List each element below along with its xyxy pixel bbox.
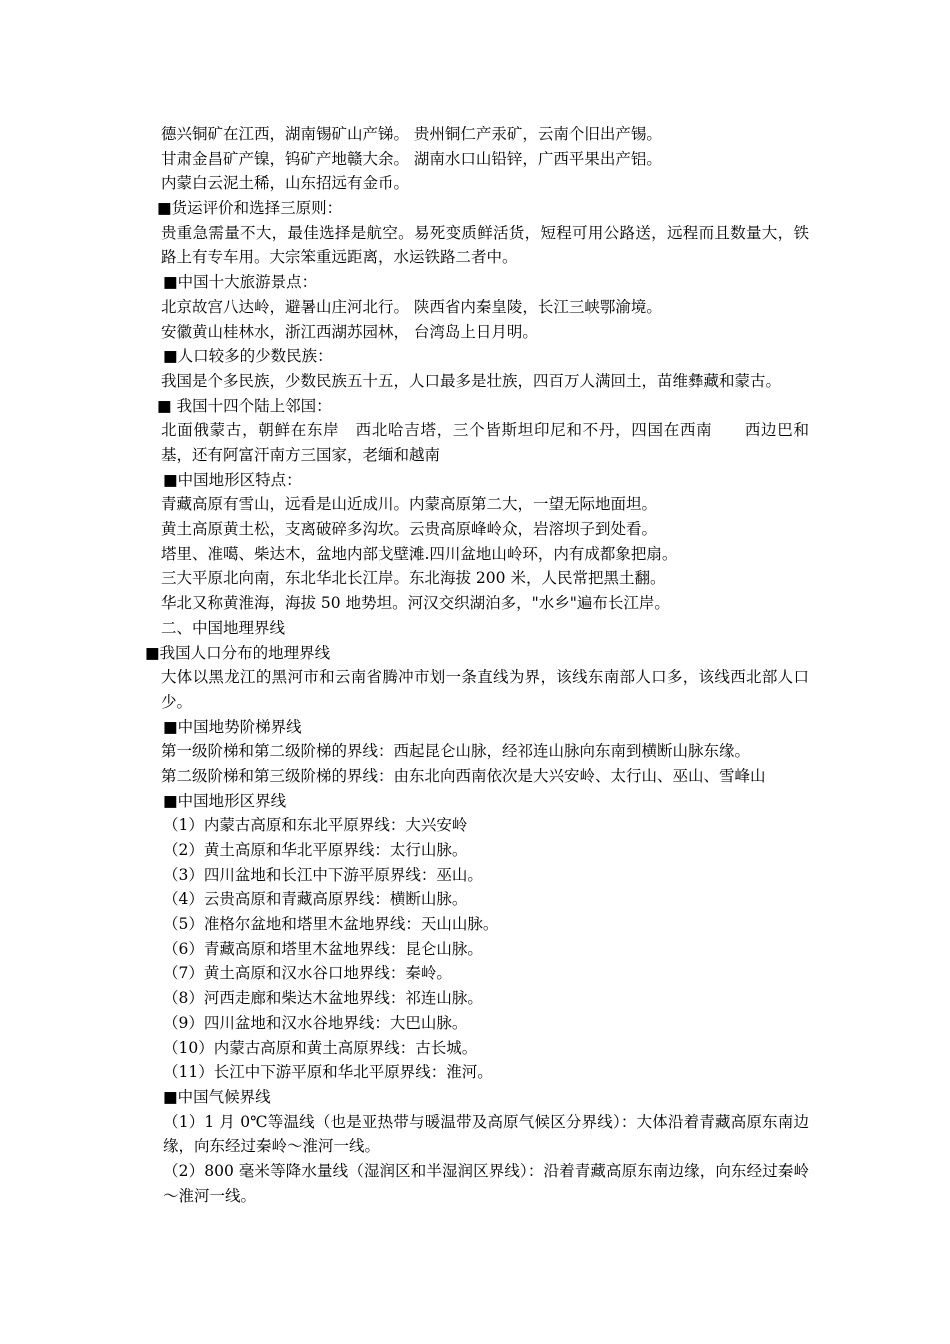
text-line: （2）黄土高原和华北平原界线：太行山脉。: [163, 841, 468, 860]
text-line: 第二级阶梯和第三级阶梯的界线：由东北向西南依次是大兴安岭、太行山、巫山、雪峰山: [161, 766, 766, 785]
text-line: ■中国十大旅游景点：: [163, 273, 318, 292]
text-line: （11）长江中下游平原和华北平原界线：淮河。: [163, 1063, 493, 1082]
text-line: 北京故宫八达岭，避暑山庄河北行。 陕西省内秦皇陵，长江三峡鄂渝境。: [161, 297, 662, 316]
text-line: ■我国人口分布的地理界线: [145, 643, 331, 662]
text-line: （5）准格尔盆地和塔里木盆地界线：天山山脉。: [163, 915, 499, 934]
text-line: 安徽黄山桂林水，浙江西湖苏园林， 台湾岛上日月明。: [161, 322, 538, 341]
text-line: 德兴铜矿在江西，湖南锡矿山产锑。 贵州铜仁产汞矿，云南个旧出产锡。: [161, 125, 662, 143]
text-line: 大体以黑龙江的黑河市和云南省腾冲市划一条直线为界，该线东南部人口多，该线西北部人口少。: [161, 668, 809, 711]
text-line: 贵重急需量不大，最佳选择是航空。易死变质鲜活货，短程可用公路送，远程而且数量大，铁路上有专车用。大宗笨重远距离，水运铁路二者中。: [161, 223, 809, 267]
text-line: （10）内蒙古高原和黄土高原界线：古长城。: [163, 1038, 478, 1057]
text-line: （6）青藏高原和塔里木盆地界线：昆仑山脉。: [163, 939, 483, 958]
text-line: ■中国地势阶梯界线: [163, 717, 302, 736]
text-line: 三大平原北向南，东北华北长江岸。东北海拔 200 米，人民常把黑土翻。: [161, 569, 666, 588]
text-line: ■ 我国十四个陆上邻国：: [157, 396, 332, 415]
text-line: ■中国地形区界线: [163, 791, 287, 810]
text-line: ■货运评价和选择三原则：: [157, 199, 343, 218]
text-line: 青藏高原有雪山，远看是山近成川。内蒙高原第二大，一望无际地面坦。: [161, 495, 658, 514]
text-line: ■中国气候界线: [163, 1087, 271, 1106]
text-line: 黄土高原黄土松，支离破碎多沟坎。云贵高原峰岭众，岩溶坝子到处看。: [161, 520, 658, 539]
text-line: 第一级阶梯和第二级阶梯的界线：西起昆仑山脉，经祁连山脉向东南到横断山脉东缘。: [161, 742, 751, 761]
text-line: 塔里、准噶、柴达木，盆地内部戈壁滩.四川盆地山岭环，内有成都象把扇。: [161, 544, 678, 563]
text-line: （7）黄土高原和汉水谷口地界线：秦岭。: [163, 964, 452, 983]
text-line: 二、中国地理界线: [161, 618, 286, 637]
text-line: （4）云贵高原和青藏高原界线：横断山脉。: [163, 890, 468, 909]
text-line: （2）800 毫米等降水量线（湿润区和半湿润区界线）：沿着青藏高原东南边缘，向东经过秦岭～淮河一线。: [163, 1162, 809, 1205]
text-line: （9）四川盆地和汉水谷地界线：大巴山脉。: [163, 1013, 468, 1032]
text-line: 华北又称黄淮海，海拔 50 地势坦。河汉交织湖泊多，"水乡"遍布长江岸。: [161, 594, 670, 613]
text-line: 我国是个多民族，少数民族五十五，人口最多是壮族，四百万人满回土，苗维彝藏和蒙古。: [161, 371, 782, 390]
text-line: （1）1 月 0℃等温线（也是亚热带与暖温带及高原气候区分界线）：大体沿着青藏高原东南边缘，向东经过秦岭～淮河一线。: [163, 1112, 809, 1156]
text-line: （1）内蒙古高原和东北平原界线：大兴安岭: [163, 816, 468, 835]
text-line: （3）四川盆地和长江中下游平原界线：巫山。: [163, 865, 483, 884]
text-line: 内蒙白云泥土稀，山东招远有金币。: [161, 174, 410, 193]
text-line: ■人口较多的少数民族：: [163, 347, 333, 366]
text-line: 甘肃金昌矿产镍，钨矿产地赣大余。 湖南水口山铅锌，广西平果出产铝。: [161, 149, 662, 168]
text-line: ■中国地形区特点：: [163, 470, 302, 489]
text-line: 北面俄蒙古，朝鲜在东岸 西北哈吉塔，三个皆斯坦印尼和不丹，四国在西南 西边巴和基，还有阿富汗南方三国家，老缅和越南: [161, 421, 809, 464]
text-line: （8）河西走廊和柴达木盆地界线：祁连山脉。: [163, 989, 483, 1008]
document-body: [143, 122, 809, 1208]
